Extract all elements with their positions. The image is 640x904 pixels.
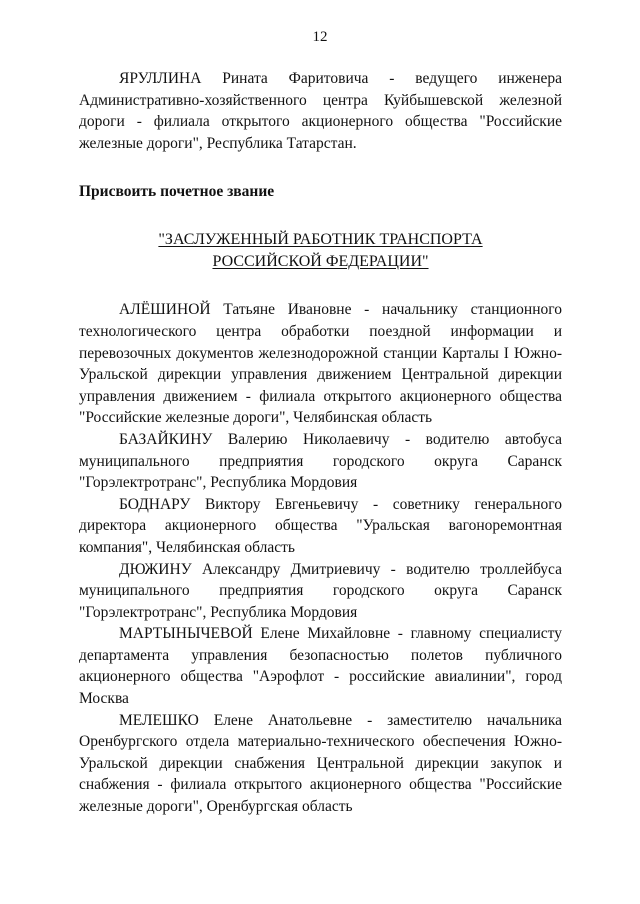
page-number: 12 (312, 29, 328, 45)
awardee-paragraph: ДЮЖИНУ Александру Дмитриевичу - водителю троллейбуса муниципального предприятия городского округа Саранск "Горэлектротранс", Республика Мордовия (79, 560, 562, 621)
awardee-paragraph: БАЗАЙКИНУ Валерию Николаевичу - водителю автобуса муниципального предприятия городского округа Саранск "Горэлектротранс", Республика Мордовия (79, 430, 562, 492)
awardee-list (79, 299, 562, 817)
intro-paragraph: ЯРУЛЛИНА Рината Фаритовича - ведущего инженера Административно-хозяйственного центра Куйбышевской железной дороги - филиала открытого акционерного общества "Российские железные дороги", Республика Татарстан. (79, 70, 562, 152)
document-body (79, 68, 562, 818)
awardee-paragraph: БОДНАРУ Виктору Евгеньевичу - советнику генерального директора акционерного общества "Уральская вагоноремонтная компания", Челябинская область (79, 495, 562, 556)
honorary-title (79, 229, 562, 273)
section-heading: Присвоить почетное звание (79, 183, 275, 201)
awardee-paragraph: МЕЛЕШКО Елене Анатольевне - заместителю начальника Оренбургского отдела материально-технического обеспечения Южно-Уральской дирекции снабжения Центральной дирекции закупок и снабжения - филиала открытого акционерного общества "Российские железные дороги", Оренбургская область (79, 711, 562, 816)
awardee-paragraph: МАРТЫНЫЧЕВОЙ Елене Михайловне - главному специалисту департамента управления безопасностью полетов публичного акционерного общества "Аэрофлот - российские авиалинии", город Москва (79, 625, 562, 708)
honorary-title-line-1: "ЗАСЛУЖЕННЫЙ РАБОТНИК ТРАНСПОРТА (158, 231, 483, 249)
honorary-title-line-2: РОССИЙСКОЙ ФЕДЕРАЦИИ" (212, 253, 429, 271)
awardee-paragraph: АЛЁШИНОЙ Татьяне Ивановне - начальнику станционного технологического центра обработки поездной информации и перевозочных документов железнодорожной станции Карталы I Южно-Уральской дирекции управления движением Центральной дирекции управления движением - филиала открытого акционерного общества "Российские железные дороги", Челябинская область (79, 301, 562, 427)
